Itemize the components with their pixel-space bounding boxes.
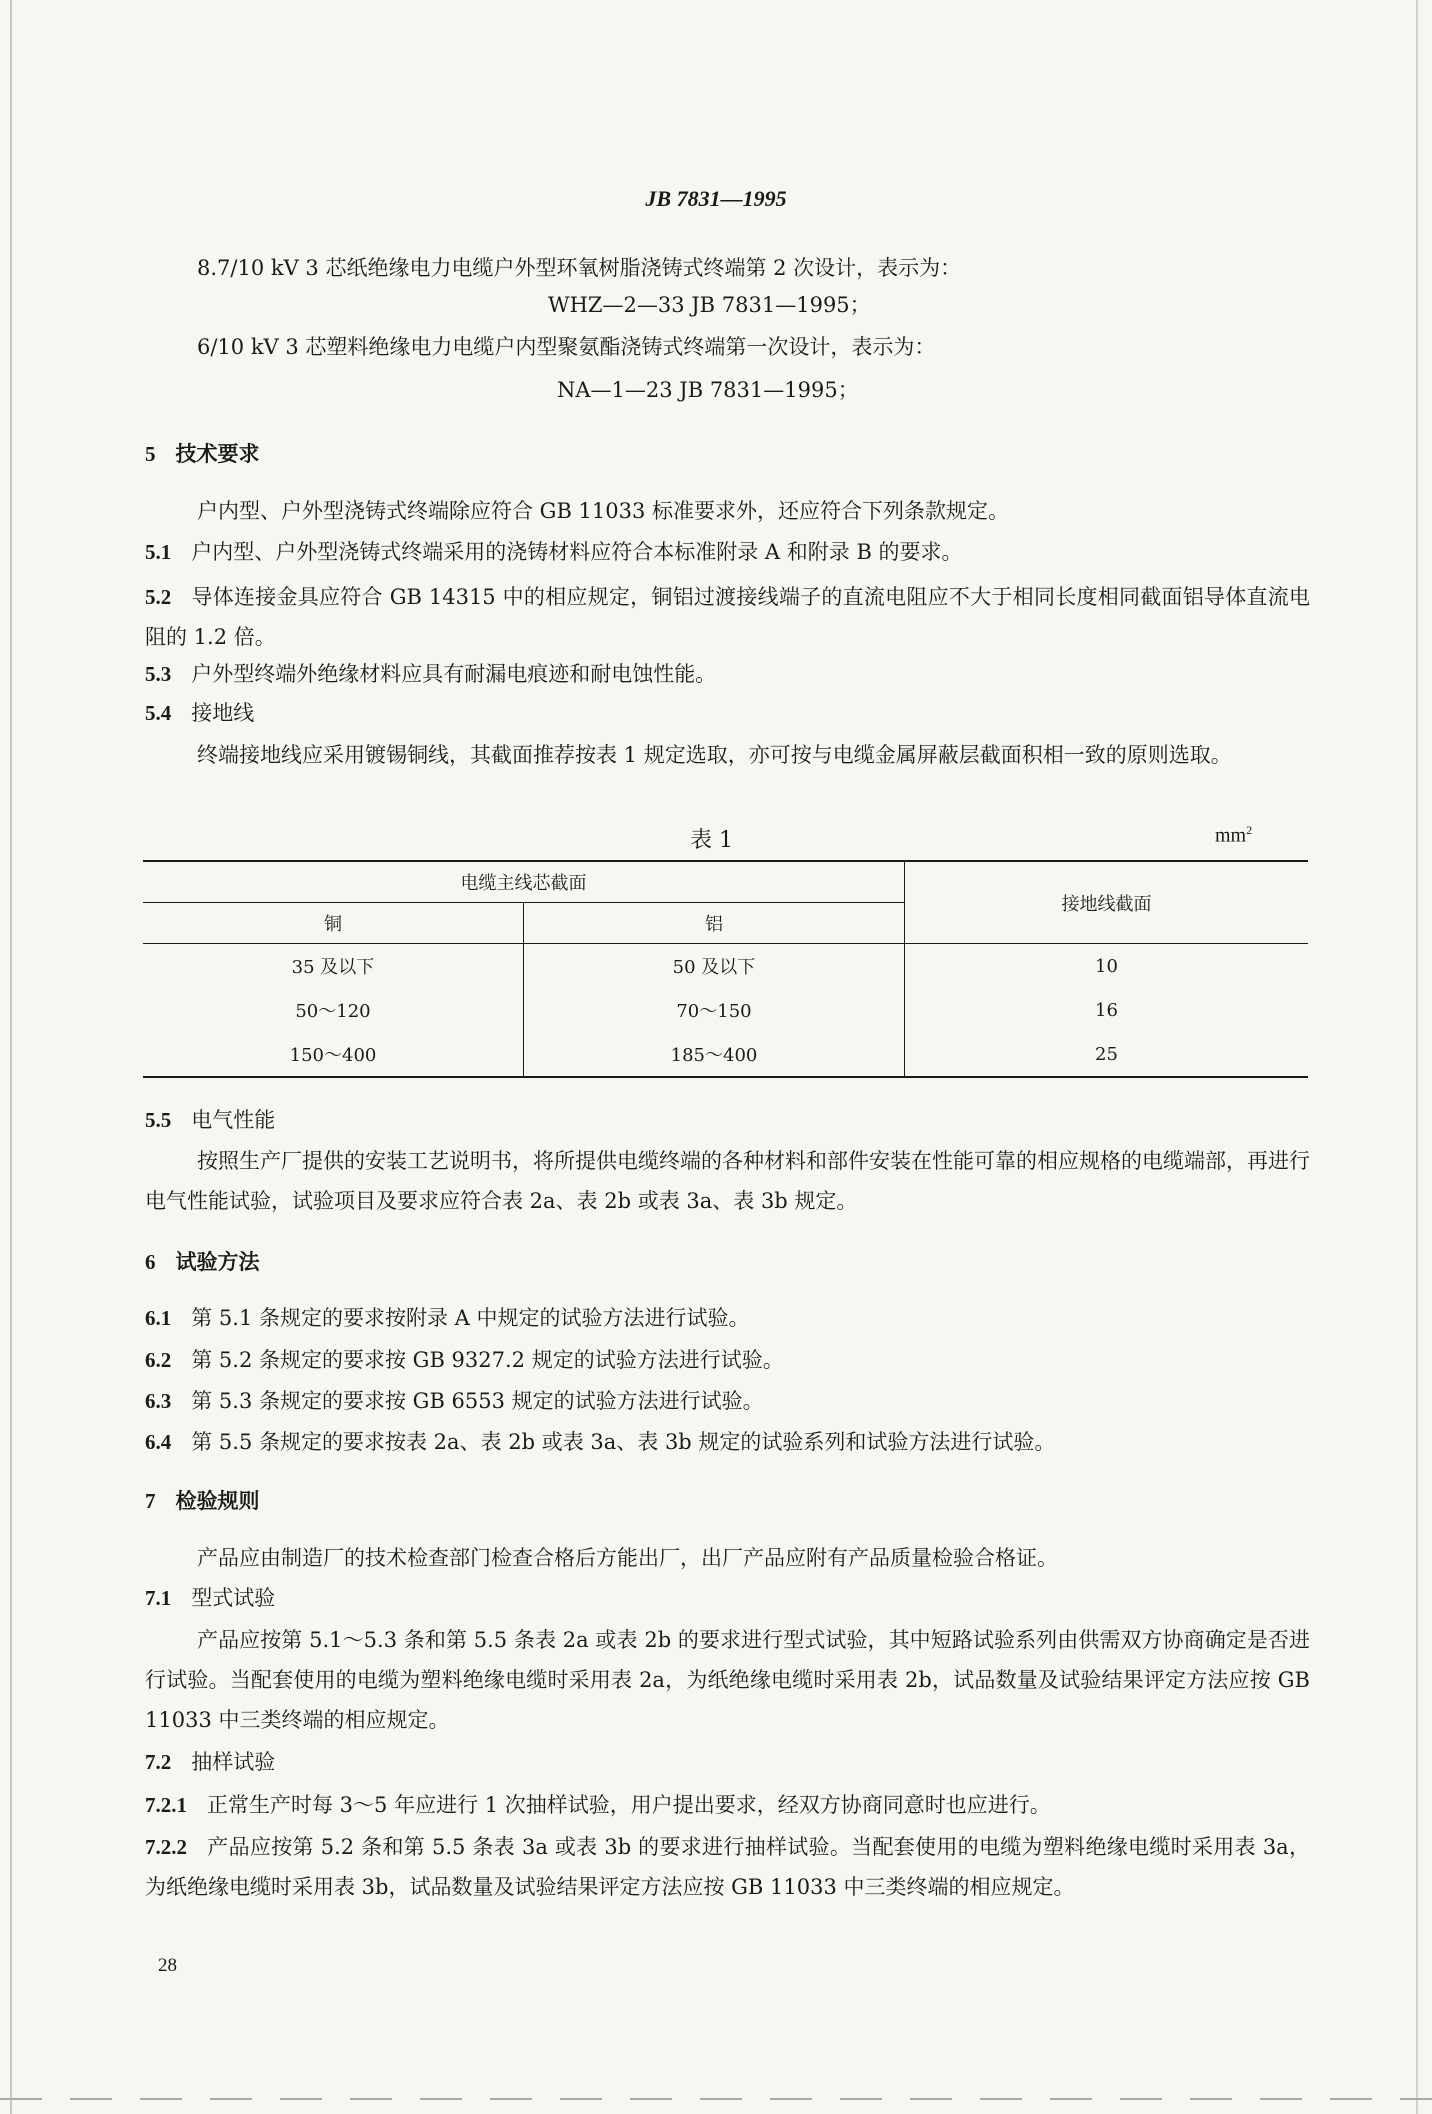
table-cell-ground: 10: [1095, 955, 1118, 977]
section-6-heading: [145, 1247, 260, 1277]
table-cell-ground: 25: [905, 1032, 1309, 1077]
page-header: JB 7831—1995: [645, 186, 787, 211]
example-2-text: 6/10 kV 3 芯塑料绝缘电力电缆户内型聚氨酯浇铸式终端第一次设计，表示为：: [197, 335, 936, 359]
table-cell-aluminum: 70～150: [524, 988, 905, 1032]
clause-5-2: [145, 577, 1310, 657]
clause-5-3: [145, 659, 716, 689]
table-header-aluminum: 铝: [524, 903, 905, 944]
clause-number: 6.2: [145, 1348, 172, 1372]
clause-5-4-text: 终端接地线应采用镀锡铜线，其截面推荐按表 1 规定选取，亦可按与电缆金属屏蔽层截面积相一致的原则选取。: [197, 743, 1232, 767]
table-1-caption: 表 1: [690, 828, 733, 853]
table-row: [143, 944, 1308, 989]
clause-number: 5.4: [145, 701, 172, 725]
clause-6-1: [145, 1303, 750, 1333]
clause-7-2-2: [145, 1827, 1310, 1907]
clause-title: 型式试验: [191, 1586, 276, 1610]
clause-number: 6.1: [145, 1306, 172, 1330]
section-7-intro: 产品应由制造厂的技术检查部门检查合格后方能出厂，出厂产品应附有产品质量检验合格证。: [197, 1546, 1058, 1570]
clause-text: 第 5.2 条规定的要求按 GB 9327.2 规定的试验方法进行试验。: [191, 1348, 784, 1372]
clause-title: 抽样试验: [191, 1750, 276, 1774]
clause-number: 7.2.1: [145, 1793, 187, 1817]
clause-number: 5.5: [145, 1108, 172, 1132]
table-cell-copper: 35 及以下: [143, 944, 524, 989]
clause-number: 5.1: [145, 540, 172, 564]
clause-text: 第 5.1 条规定的要求按附录 A 中规定的试验方法进行试验。: [191, 1306, 750, 1330]
clause-6-4: [145, 1427, 1055, 1457]
section-title: 检验规则: [175, 1489, 260, 1513]
clause-7-2-heading: [145, 1747, 275, 1777]
clause-7-1-heading: [145, 1583, 275, 1613]
clause-text: 导体连接金具应符合 GB 14315 中的相应规定，铜铝过渡接线端子的直流电阻应不大于相同长度相同截面铝导体直流电阻的 1.2 倍。: [145, 585, 1310, 649]
section-5-intro: 户内型、户外型浇铸式终端除应符合 GB 11033 标准要求外，还应符合下列条款规定。: [197, 499, 1010, 523]
clause-5-4-heading: [145, 698, 254, 728]
clause-7-1-text: 产品应按第 5.1～5.3 条和第 5.5 条表 2a 或表 2b 的要求进行型式试验，其中短路试验系列由供需双方协商确定是否进行试验。当配套使用的电缆为塑料绝缘电缆时采用表 2a，为纸绝缘电缆时采用表 2b，试品数量及试验结果评定方法应按 GB 11033 中三类终端的相应规定。: [145, 1628, 1310, 1732]
table-cell-copper: 150～400: [143, 1032, 524, 1077]
clause-text: 第 5.5 条规定的要求按表 2a、表 2b 或表 3a、表 3b 规定的试验系列和试验方法进行试验。: [191, 1430, 1056, 1454]
section-7-heading: [145, 1486, 260, 1516]
clause-number: 5.2: [145, 585, 172, 609]
clause-number: 7.2: [145, 1750, 172, 1774]
clause-text: 户内型、户外型浇铸式终端采用的浇铸材料应符合本标准附录 A 和附录 B 的要求。: [191, 540, 963, 564]
scan-bottom-dashes: [0, 2098, 1432, 2100]
page-number: 28: [158, 1955, 177, 1976]
clause-number: 5.3: [145, 662, 172, 686]
section-title: 技术要求: [175, 442, 260, 466]
clause-5-1: [145, 537, 963, 567]
section-number: 6: [145, 1250, 156, 1274]
table-cell-copper: 50～120: [143, 988, 524, 1032]
clause-5-5-heading: [145, 1105, 275, 1135]
unit-superscript: 2: [1246, 823, 1253, 837]
table-header-copper: 铜: [143, 903, 524, 944]
scan-edge-right: [1416, 0, 1418, 2114]
table-row: [143, 1032, 1308, 1077]
table-row: [143, 988, 1308, 1032]
table-cell-aluminum: 50 及以下: [524, 944, 905, 989]
table-1: [143, 860, 1308, 1078]
example-2-code: NA—1—23 JB 7831—1995；: [557, 378, 859, 402]
section-number: 5: [145, 442, 156, 466]
clause-text: 户外型终端外绝缘材料应具有耐漏电痕迹和耐电蚀性能。: [191, 662, 717, 686]
table-header-ground: 接地线截面: [905, 861, 1309, 944]
table-1-unit: [1215, 823, 1252, 848]
section-number: 7: [145, 1489, 156, 1513]
clause-5-5-text: 按照生产厂提供的安装工艺说明书，将所提供电缆终端的各种材料和部件安装在性能可靠的相应规格的电缆端部，再进行电气性能试验，试验项目及要求应符合表 2a、表 2b 或表 3a、表 3b 规定。: [145, 1149, 1310, 1213]
table-cell-aluminum: 185～400: [524, 1032, 905, 1077]
clause-text: 产品应按第 5.2 条和第 5.5 条表 3a 或表 3b 的要求进行抽样试验。当配套使用的电缆为塑料绝缘电缆时采用表 3a，为纸绝缘电缆时采用表 3b，试品数量及试验结果评定方法应按 GB 11033 中三类终端的相应规定。: [145, 1835, 1310, 1899]
clause-title: 电气性能: [191, 1108, 276, 1132]
clause-text: 第 5.3 条规定的要求按 GB 6553 规定的试验方法进行试验。: [191, 1389, 764, 1413]
clause-number: 6.4: [145, 1430, 172, 1454]
clause-number: 7.2.2: [145, 1835, 187, 1859]
table-header-main-core: 电缆主线芯截面: [143, 861, 905, 903]
clause-number: 6.3: [145, 1389, 172, 1413]
clause-6-3: [145, 1386, 764, 1416]
clause-7-2-1: [145, 1790, 1051, 1820]
section-title: 试验方法: [175, 1250, 260, 1274]
section-5-heading: [145, 439, 260, 469]
unit-text: mm: [1215, 824, 1247, 847]
example-1-text: 8.7/10 kV 3 芯纸绝缘电力电缆户外型环氧树脂浇铸式终端第 2 次设计，表示为：: [197, 256, 962, 280]
clause-title: 接地线: [191, 701, 255, 725]
example-1-code: WHZ—2—33 JB 7831—1995；: [548, 293, 871, 317]
clause-number: 7.1: [145, 1586, 172, 1610]
scan-edge-left: [10, 0, 12, 2114]
table-cell-ground: 16: [1095, 999, 1118, 1021]
clause-text: 正常生产时每 3～5 年应进行 1 次抽样试验，用户提出要求，经双方协商同意时也应进行。: [207, 1793, 1051, 1817]
clause-6-2: [145, 1345, 784, 1375]
